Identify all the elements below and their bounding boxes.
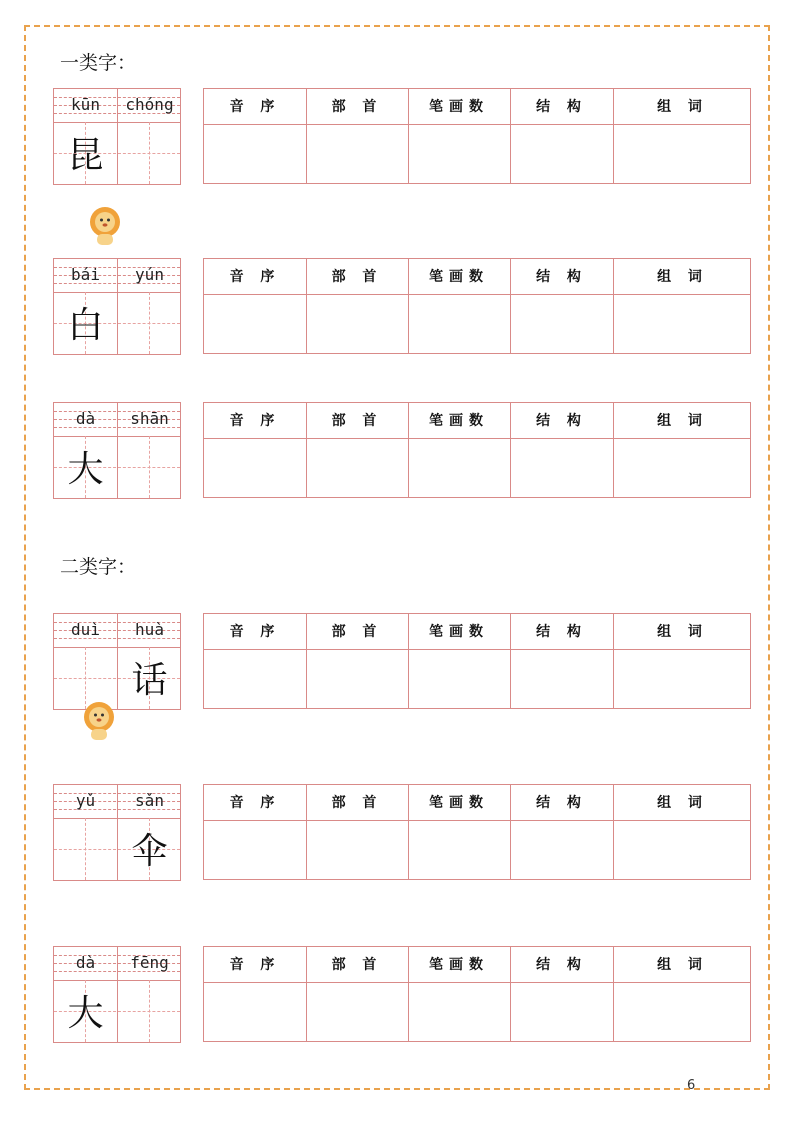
lion-icon — [86, 205, 124, 247]
info-table — [203, 613, 751, 709]
answer-cell[interactable] — [204, 296, 306, 353]
answer-cell[interactable] — [306, 651, 408, 708]
pinyin-2: huà — [135, 620, 164, 639]
answer-cell[interactable] — [510, 984, 613, 1041]
table-header: 结 构 — [536, 99, 587, 115]
answer-cell[interactable] — [408, 296, 510, 353]
answer-cell[interactable] — [306, 296, 408, 353]
character-grid — [53, 946, 181, 1043]
answer-cell[interactable] — [204, 984, 306, 1041]
hanzi-2 — [118, 297, 181, 355]
table-header: 组 词 — [657, 795, 708, 811]
hanzi-2 — [118, 985, 181, 1043]
table-header: 笔画数 — [429, 624, 489, 640]
info-table — [203, 88, 751, 184]
table-header: 音 序 — [229, 957, 281, 973]
table-header: 音 序 — [229, 413, 281, 429]
answer-cell[interactable] — [613, 440, 752, 497]
answer-cell[interactable] — [408, 651, 510, 708]
hanzi-2 — [118, 441, 181, 499]
answer-cell[interactable] — [204, 822, 306, 879]
answer-cell[interactable] — [613, 822, 752, 879]
pinyin-1: kūn — [71, 95, 100, 114]
table-header: 部 首 — [331, 624, 383, 640]
answer-cell[interactable] — [204, 440, 306, 497]
page-number: 6 — [687, 1078, 696, 1093]
table-header: 部 首 — [331, 99, 383, 115]
pinyin-1: duì — [71, 620, 100, 639]
character-grid — [53, 258, 181, 355]
character-grid — [53, 784, 181, 881]
table-header: 组 词 — [657, 957, 708, 973]
pinyin-2: shān — [130, 409, 169, 428]
table-header: 部 首 — [331, 795, 383, 811]
answer-cell[interactable] — [510, 126, 613, 183]
pinyin-1: yǔ — [75, 791, 96, 810]
answer-cell[interactable] — [408, 822, 510, 879]
answer-cell[interactable] — [510, 440, 613, 497]
answer-cell[interactable] — [613, 984, 752, 1041]
answer-cell[interactable] — [408, 126, 510, 183]
pinyin-1: dà — [75, 409, 96, 428]
hanzi-1: 大 — [67, 449, 104, 490]
pinyin-2: fēng — [130, 953, 169, 972]
lion-icon — [80, 700, 118, 742]
pinyin-2: sǎn — [135, 791, 164, 810]
answer-cell[interactable] — [613, 296, 752, 353]
table-header: 组 词 — [657, 413, 708, 429]
answer-cell[interactable] — [204, 651, 306, 708]
answer-cell[interactable] — [510, 822, 613, 879]
character-grid — [53, 402, 181, 499]
answer-cell[interactable] — [510, 651, 613, 708]
table-header: 部 首 — [331, 957, 383, 973]
answer-cell[interactable] — [306, 984, 408, 1041]
hanzi-1: 白 — [67, 305, 104, 346]
table-header: 音 序 — [229, 269, 281, 285]
answer-cell[interactable] — [306, 126, 408, 183]
answer-cell[interactable] — [408, 440, 510, 497]
hanzi-1: 大 — [67, 993, 104, 1034]
table-header: 笔画数 — [429, 269, 489, 285]
table-header: 音 序 — [229, 624, 281, 640]
info-table — [203, 258, 751, 354]
hanzi-1 — [54, 823, 117, 881]
table-header: 组 词 — [657, 269, 708, 285]
table-header: 结 构 — [536, 795, 587, 811]
table-header: 结 构 — [536, 269, 587, 285]
table-header: 结 构 — [536, 957, 587, 973]
hanzi-1: 昆 — [67, 135, 104, 176]
answer-cell[interactable] — [408, 984, 510, 1041]
pinyin-2: chóng — [125, 95, 174, 114]
answer-cell[interactable] — [204, 126, 306, 183]
table-header: 音 序 — [229, 99, 281, 115]
character-grid — [53, 613, 181, 710]
info-table — [203, 946, 751, 1042]
hanzi-2: 话 — [131, 660, 168, 701]
table-header: 笔画数 — [429, 795, 489, 811]
table-header: 结 构 — [536, 624, 587, 640]
pinyin-2: yún — [135, 265, 164, 284]
hanzi-2: 伞 — [131, 831, 168, 872]
answer-cell[interactable] — [510, 296, 613, 353]
table-header: 笔画数 — [429, 957, 489, 973]
answer-cell[interactable] — [613, 126, 752, 183]
table-header: 组 词 — [657, 624, 708, 640]
answer-cell[interactable] — [613, 651, 752, 708]
section-title-1: 一类字： — [60, 52, 137, 74]
table-header: 部 首 — [331, 269, 383, 285]
table-header: 部 首 — [331, 413, 383, 429]
hanzi-2 — [118, 127, 181, 185]
info-table — [203, 402, 751, 498]
table-header: 笔画数 — [429, 413, 489, 429]
info-table — [203, 784, 751, 880]
pinyin-1: bái — [71, 265, 100, 284]
pinyin-1: dà — [75, 953, 96, 972]
character-grid — [53, 88, 181, 185]
answer-cell[interactable] — [306, 440, 408, 497]
table-header: 音 序 — [229, 795, 281, 811]
table-header: 组 词 — [657, 99, 708, 115]
section-title-2: 二类字： — [60, 556, 137, 578]
table-header: 结 构 — [536, 413, 587, 429]
answer-cell[interactable] — [306, 822, 408, 879]
table-header: 笔画数 — [429, 99, 489, 115]
